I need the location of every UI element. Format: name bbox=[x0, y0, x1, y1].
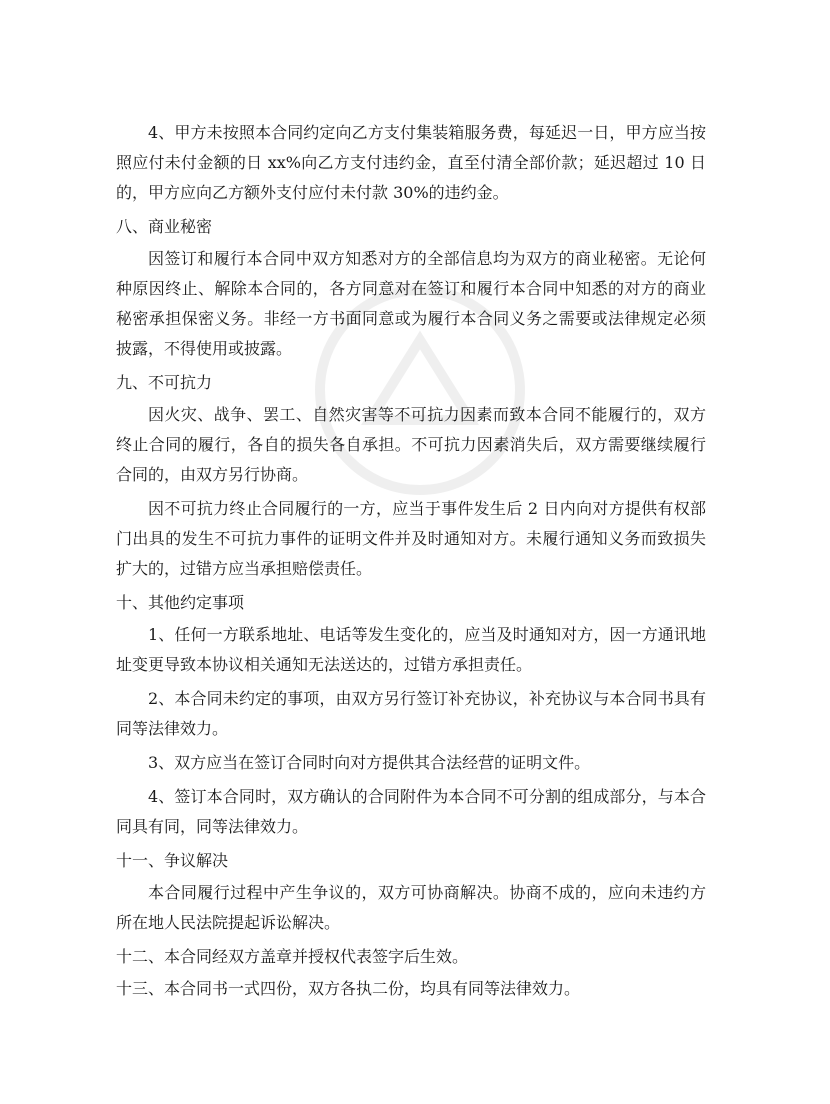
force-majeure-paragraph-1: 因火灾、战争、罢工、自然灾害等不可抗力因素而致本合同不能履行的，双方终止合同的履行，各自的损失各自承担。不可抗力因素消失后，双方需要继续履行合同的，由双方另行协商。 bbox=[116, 405, 706, 484]
section-heading-9: 九、不可抗力 bbox=[116, 373, 213, 392]
force-majeure-paragraph-2: 因不可抗力终止合同履行的一方，应当于事件发生后 2 日内向对方提供有权部门出具的发生不可抗力事件的证明文件并及时通知对方。未履行通知义务而致损失扩大的，过错方应当承担赔偿责任。 bbox=[116, 499, 706, 578]
section-heading-8: 八、商业秘密 bbox=[116, 217, 213, 236]
clause-7-item-4: 4、甲方未按照本合同约定向乙方支付集装箱服务费，每延迟一日，甲方应当按照应付未付金额的日 xx%向乙方支付违约金，直至付清全部价款；延迟超过 10 日的，甲方应向乙方额外支付应付未付款 30%的违约金。 bbox=[116, 123, 706, 202]
section-heading-10: 十、其他约定事项 bbox=[116, 593, 245, 612]
dispute-resolution-paragraph: 本合同履行过程中产生争议的，双方可协商解决。协商不成的，应向未违约方所在地人民法院提起诉讼解决。 bbox=[116, 883, 706, 932]
section-heading-11: 十一、争议解决 bbox=[116, 851, 229, 870]
other-matters-item-3: 3、双方应当在签订合同时向对方提供其合法经营的证明文件。 bbox=[148, 753, 591, 772]
other-matters-item-4: 4、签订本合同时，双方确认的合同附件为本合同不可分割的组成部分，与本合同具有同，同等法律效力。 bbox=[116, 787, 706, 836]
other-matters-item-1: 1、任何一方联系地址、电话等发生变化的，应当及时通知对方，因一方通讯地址变更导致本协议相关通知无法送达的，过错方承担责任。 bbox=[116, 625, 706, 674]
other-matters-item-2: 2、本合同未约定的事项，由双方另行签订补充协议，补充协议与本合同书具有同等法律效力。 bbox=[116, 689, 706, 738]
trade-secret-paragraph: 因签订和履行本合同中双方知悉对方的全部信息均为双方的商业秘密。无论何种原因终止、解除本合同的，各方同意对在签订和履行本合同中知悉的对方的商业秘密承担保密义务。非经一方书面同意或为履行本合同义务之需要或法律规定必须披露，不得使用或披露。 bbox=[116, 249, 706, 358]
document-page bbox=[116, 118, 706, 1006]
section-heading-12: 十二、本合同经双方盖章并授权代表签字后生效。 bbox=[116, 947, 469, 966]
section-heading-13: 十三、本合同书一式四份，双方各执二份，均具有同等法律效力。 bbox=[116, 979, 581, 998]
